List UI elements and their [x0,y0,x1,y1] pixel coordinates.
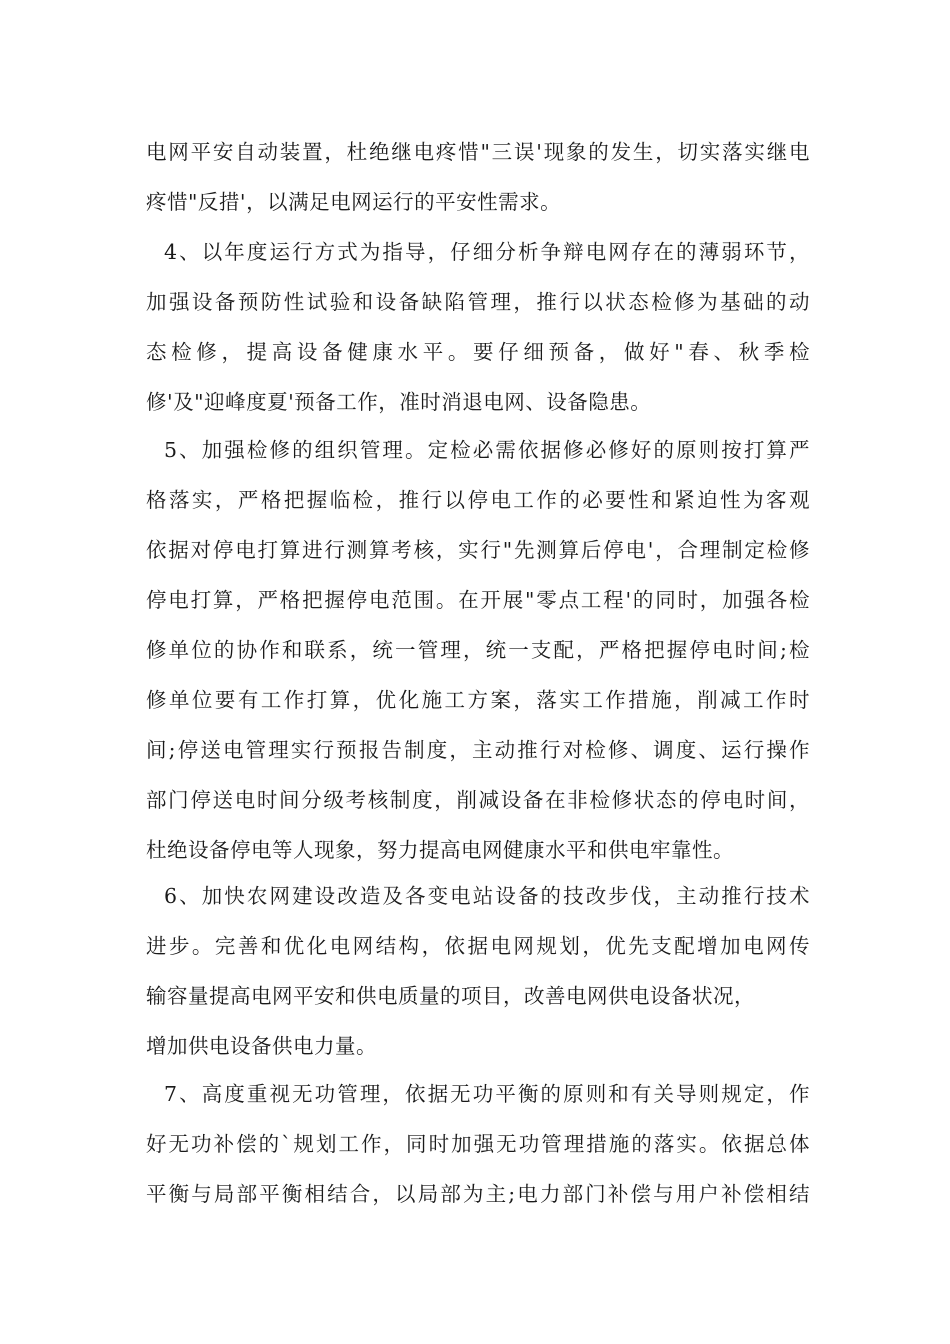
text-line: 好无功补偿的`规划工作，同时加强无功管理措施的落实。依据总体 [146,1132,810,1156]
paragraph-item-6 [146,871,810,1071]
text-line: 增加供电设备供电力量。 [146,1034,377,1058]
text-line: 电网平安自动装置，杜绝继电疼惜"三误'现象的发生，切实落实继电 [146,140,810,164]
paragraph-item-5 [146,425,810,875]
text-line: 平衡与局部平衡相结合，以局部为主;电力部门补偿与用户补偿相结 [146,1182,810,1206]
text-line: 修单位要有工作打算，优化施工方案，落实工作措施，削减工作时 [146,688,810,712]
text-line: 停电打算，严格把握停电范围。在开展"零点工程'的同时，加强各检 [146,588,810,612]
text-line: 依据对停电打算进行测算考核，实行"先测算后停电'，合理制定检修 [146,538,810,562]
text-line: 疼惜"反措'，以满足电网运行的平安性需求。 [146,190,562,214]
text-line: 进步。完善和优化电网结构，依据电网规划，优先支配增加电网传 [146,934,810,958]
text-line: 间;停送电管理实行预报告制度，主动推行对检修、调度、运行操作 [146,738,810,762]
paragraph-continuation [146,127,810,227]
text-line: 格落实，严格把握临检，推行以停电工作的必要性和紧迫性为客观 [146,488,810,512]
text-line: 5、加强检修的组织管理。定检必需依据修必修好的原则按打算严 [164,438,810,462]
text-line: 修'及"迎峰度夏'预备工作，准时消退电网、设备隐患。 [146,390,652,414]
text-line: 7、高度重视无功管理，依据无功平衡的原则和有关导则规定，作 [164,1082,810,1106]
text-line: 4、以年度运行方式为指导，仔细分析争辩电网存在的薄弱环节， [164,240,810,264]
text-line: 修单位的协作和联系，统一管理，统一支配，严格把握停电时间;检 [146,638,810,662]
paragraph-item-7 [146,1069,810,1219]
text-line: 加强设备预防性试验和设备缺陷管理，推行以状态检修为基础的动 [146,290,810,314]
paragraph-item-4 [146,227,810,427]
text-line: 杜绝设备停电等人现象，努力提高电网健康水平和供电牢靠性。 [146,838,734,862]
text-line: 部门停送电时间分级考核制度，削减设备在非检修状态的停电时间， [146,788,810,812]
text-line: 6、加快农网建设改造及各变电站设备的技改步伐，主动推行技术 [164,884,810,908]
text-line: 输容量提高电网平安和供电质量的项目，改善电网供电设备状况， [146,984,755,1008]
text-line: 态检修，提高设备健康水平。要仔细预备，做好"春、秋季检 [146,340,810,364]
